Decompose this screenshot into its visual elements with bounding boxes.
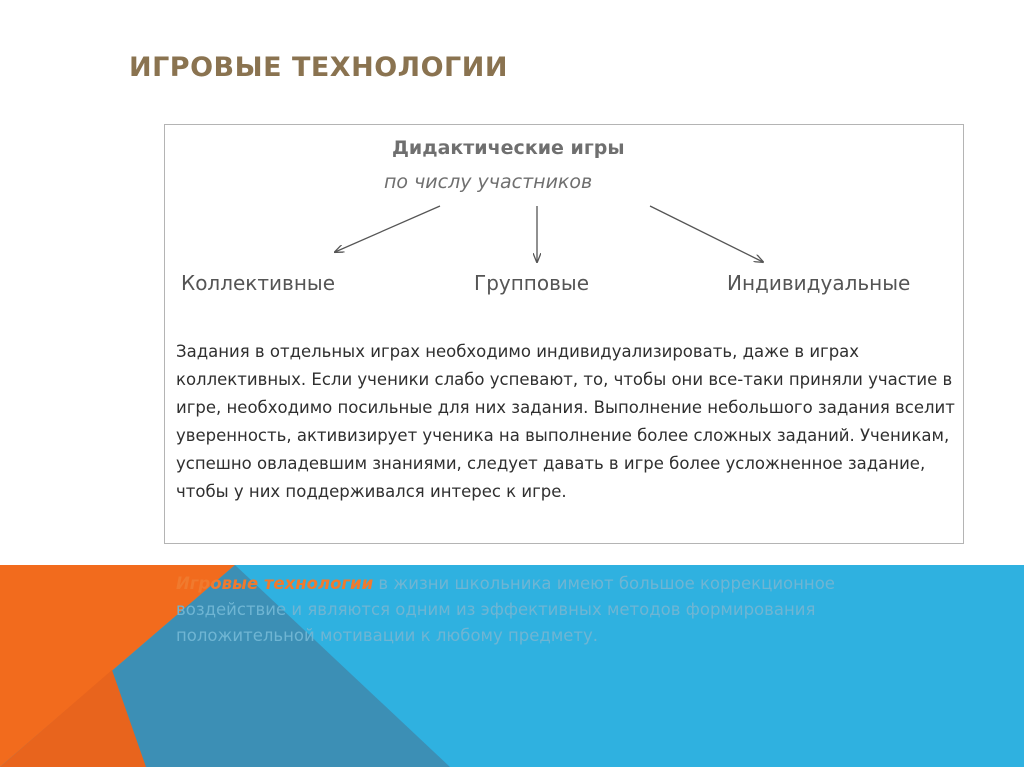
conclusion-text [176,571,946,649]
conclusion-highlight: Игровые технологии [176,574,374,593]
diagram-subtitle: по числу участников [384,171,593,193]
category-individual: Индивидуальные [727,271,911,295]
diagram-title: Дидактические игры [392,137,625,159]
conclusion-rest: в жизни школьника имеют большое коррекционное воздействие и являются одним из эффективных методов формирования положительной мотивации к любому предмету. [176,574,835,645]
slide-title: ИГРОВЫЕ ТЕХНОЛОГИИ [129,52,508,83]
category-collective: Коллективные [181,271,335,295]
category-group: Групповые [474,271,589,295]
diagram-body-text: Задания в отдельных играх необходимо индивидуализировать, даже в играх коллективных. Если ученики слабо успевают, то, чтобы они все-таки приняли участие в игре, необходимо посильные для них задания. Выполнение небольшого задания вселит уверенность, активизирует ученика на выполнение более сложных заданий. Ученикам, успешно овладевшим знаниями, следует давать в игре более усложненное задание, чтобы у них поддерживался интерес к игре. [176,342,955,501]
